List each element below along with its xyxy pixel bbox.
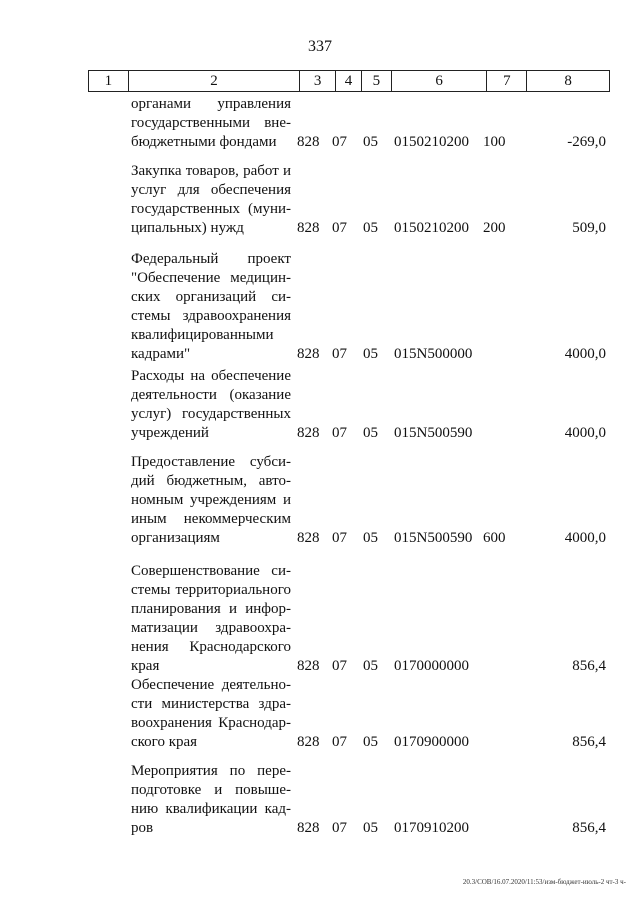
row-ved: 828 — [297, 220, 320, 236]
row-name-line: стемы территориального — [131, 582, 291, 598]
row-name — [131, 95, 291, 152]
row-name — [131, 762, 291, 838]
row-name — [131, 676, 291, 752]
row-name-line: Предоставление субси- — [131, 454, 291, 470]
row-cs: 0170910200 — [394, 820, 469, 836]
row-ved: 828 — [297, 346, 320, 362]
header-col-3: 3 — [300, 71, 336, 91]
row-ved: 828 — [297, 734, 320, 750]
row-rz: 07 — [332, 134, 347, 150]
row-name — [131, 562, 291, 676]
row-cs: 015N500000 — [394, 346, 473, 362]
row-rz: 07 — [332, 220, 347, 236]
row-name-line: государственными вне- — [131, 115, 291, 131]
row-sum: 4000,0 — [564, 530, 606, 546]
row-sum: 856,4 — [572, 658, 606, 674]
row-pr: 05 — [363, 346, 378, 362]
row-sum: 509,0 — [572, 220, 606, 236]
row-pr: 05 — [363, 425, 378, 441]
row-ved: 828 — [297, 134, 320, 150]
row-pr: 05 — [363, 658, 378, 674]
row-name-line: края — [131, 658, 160, 674]
row-ved: 828 — [297, 530, 320, 546]
row-rz: 07 — [332, 734, 347, 750]
row-ved: 828 — [297, 425, 320, 441]
row-rz: 07 — [332, 658, 347, 674]
row-rz: 07 — [332, 820, 347, 836]
row-sum: -269,0 — [567, 134, 606, 150]
row-name-line: матизации здравоохра- — [131, 620, 291, 636]
row-name-line: иным некоммерческим — [131, 511, 291, 527]
row-ved: 828 — [297, 658, 320, 674]
row-vr: 100 — [483, 134, 506, 150]
row-name-line: организациям — [131, 530, 220, 546]
row-sum: 856,4 — [572, 820, 606, 836]
row-vr: 600 — [483, 530, 506, 546]
row-name-line: планирования и инфор- — [131, 601, 291, 617]
row-name-line: услуг для обеспечения — [131, 182, 291, 198]
row-name-line: ров — [131, 820, 154, 836]
row-name-line: Расходы на обеспечение — [131, 368, 291, 384]
row-name-line: сти министерства здра- — [131, 696, 291, 712]
row-name-line: органами управления — [131, 96, 291, 112]
row-pr: 05 — [363, 134, 378, 150]
row-name-line: ских организаций си- — [131, 289, 291, 305]
header-col-5: 5 — [362, 71, 392, 91]
row-name-line: стемы здравоохранения — [131, 308, 291, 324]
row-pr: 05 — [363, 530, 378, 546]
row-pr: 05 — [363, 820, 378, 836]
row-name-line: бюджетными фондами — [131, 134, 277, 150]
row-cs: 0150210200 — [394, 134, 469, 150]
row-name — [131, 250, 291, 364]
row-pr: 05 — [363, 734, 378, 750]
row-vr: 200 — [483, 220, 506, 236]
row-ved: 828 — [297, 820, 320, 836]
row-pr: 05 — [363, 220, 378, 236]
header-col-4: 4 — [336, 71, 362, 91]
row-name-line: Федеральный проект — [131, 251, 291, 267]
row-name-line: учреждений — [131, 425, 209, 441]
row-sum: 4000,0 — [564, 425, 606, 441]
header-col-6: 6 — [392, 71, 488, 91]
row-sum: 4000,0 — [564, 346, 606, 362]
row-name-line: Мероприятия по пере- — [131, 763, 291, 779]
row-rz: 07 — [332, 530, 347, 546]
row-name-line: ского края — [131, 734, 198, 750]
table-header — [88, 70, 610, 92]
row-name-line: подготовке и повыше- — [131, 782, 291, 798]
page-number: 337 — [308, 38, 332, 55]
row-sum: 856,4 — [572, 734, 606, 750]
row-name-line: кадрами" — [131, 346, 191, 362]
row-name-line: Закупка товаров, работ и — [131, 163, 291, 179]
row-cs: 015N500590 — [394, 425, 473, 441]
row-name-line: нию квалификации кад- — [131, 801, 291, 817]
header-col-8: 8 — [564, 73, 572, 89]
row-cs: 0150210200 — [394, 220, 469, 236]
row-name-line: воохранения Краснодар- — [131, 715, 291, 731]
header-col-2: 2 — [129, 71, 300, 91]
row-name-line: услуг) государственных — [131, 406, 291, 422]
row-name-line: номным учреждениям и — [131, 492, 291, 508]
row-name-line: Совершенствование си- — [131, 563, 291, 579]
row-rz: 07 — [332, 346, 347, 362]
row-cs: 0170900000 — [394, 734, 469, 750]
row-name — [131, 453, 291, 548]
row-name-line: дий бюджетным, авто- — [131, 473, 291, 489]
row-cs: 0170000000 — [394, 658, 469, 674]
row-name-line: нения Краснодарского — [131, 639, 291, 655]
row-name-line: ципальных) нужд — [131, 220, 244, 236]
row-name-line: "Обеспечение медицин- — [131, 270, 291, 286]
row-rz: 07 — [332, 425, 347, 441]
row-name-line: квалифицированными — [131, 327, 274, 343]
row-name — [131, 367, 291, 443]
footer-stamp: 20.3/СОВ/16.07.2020/11:53/изм-бюджет-июль-2 чт-3 ч- — [462, 878, 626, 886]
row-name — [131, 162, 291, 238]
header-col-7: 7 — [487, 71, 527, 91]
row-name-line: государственных (муни- — [131, 201, 291, 217]
header-col-1: 1 — [89, 71, 129, 91]
row-name-line: Обеспечение деятельно- — [131, 677, 291, 693]
row-cs: 015N500590 — [394, 530, 473, 546]
row-name-line: деятельности (оказание — [131, 387, 291, 403]
